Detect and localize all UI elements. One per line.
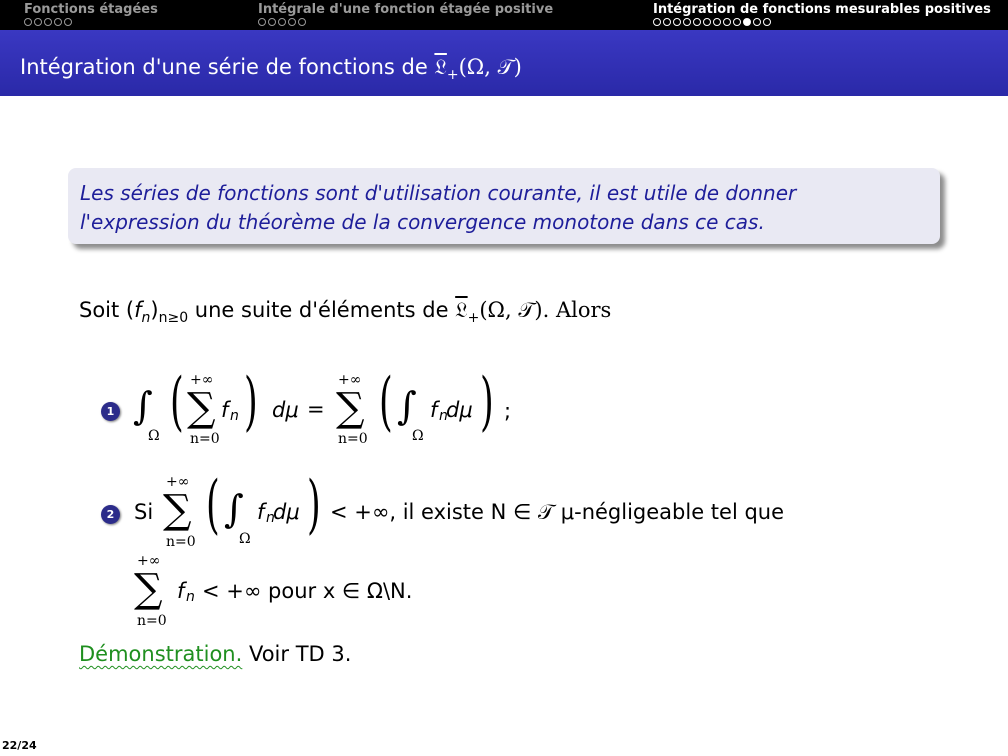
fn-f: f xyxy=(430,398,438,422)
intro-Lsub: + xyxy=(467,310,480,327)
nav-frame-dot[interactable] xyxy=(663,18,671,26)
nav-section-dots xyxy=(258,18,553,26)
sum-upper: +∞ xyxy=(166,474,190,490)
nav-frame-dot[interactable] xyxy=(44,18,52,26)
fn-f: f xyxy=(221,398,229,422)
item-number-1: 1 xyxy=(101,402,120,421)
integral-domain: Ω xyxy=(148,428,160,444)
equals-sign: = xyxy=(307,397,325,421)
section-navigation xyxy=(0,0,1008,30)
nav-section-title: Intégrale d'une fonction étagée positive xyxy=(258,2,554,17)
intro-mid: ) xyxy=(150,298,159,322)
sum-lower: n=0 xyxy=(137,613,167,629)
nav-section-integration-mesurables[interactable] xyxy=(653,2,991,26)
fn-n: n xyxy=(439,408,448,424)
sum-lower: n=0 xyxy=(190,431,220,447)
dmu: dμ xyxy=(273,500,300,524)
nav-frame-dot[interactable] xyxy=(753,18,761,26)
intro-L: 𝔏 xyxy=(455,298,468,322)
sum-sign: ∑ xyxy=(134,566,163,612)
frame-title-math-post: (Ω, 𝒯) xyxy=(458,55,522,79)
intro-post1: une suite d'éléments de xyxy=(188,298,456,322)
semicolon: ; xyxy=(504,399,512,423)
paren-right: ) xyxy=(307,468,321,542)
paren-right: ) xyxy=(480,365,494,439)
si-word: Si xyxy=(134,500,154,524)
dmu: dμ xyxy=(272,398,299,422)
integral-sign: ∫ xyxy=(397,384,417,428)
fn-n: n xyxy=(186,589,195,605)
integral-domain: Ω xyxy=(239,531,251,547)
nav-frame-dot[interactable] xyxy=(693,18,701,26)
nav-frame-dot[interactable] xyxy=(763,18,771,26)
intro-pre: Soit ( xyxy=(79,298,135,322)
frame-title-text: Intégration d'une série de fonctions de xyxy=(20,55,435,79)
remark-block xyxy=(68,168,940,244)
nav-section-dots xyxy=(653,18,991,26)
nav-frame-dot[interactable] xyxy=(713,18,721,26)
nav-section-fonctions-etagees[interactable] xyxy=(24,2,158,26)
intro-f: f xyxy=(134,298,142,322)
fn-f: f xyxy=(177,579,185,603)
page-number: 22/24 xyxy=(2,739,37,752)
demonstration-text: Voir TD 3. xyxy=(242,642,352,666)
nav-frame-dot[interactable] xyxy=(258,18,266,26)
paren-right: ) xyxy=(244,365,258,439)
intro-n: n xyxy=(141,310,151,327)
integral-sign: ∫ xyxy=(224,487,244,531)
sum-upper: +∞ xyxy=(190,372,214,388)
nav-frame-dot[interactable] xyxy=(733,18,741,26)
intro-sentence xyxy=(79,298,611,326)
nav-frame-dot[interactable] xyxy=(653,18,661,26)
remark-line-2: l'expression du théorème de la convergence monotone dans ce cas. xyxy=(80,210,765,234)
paren-left: ( xyxy=(206,468,220,542)
frame-title-math-sub: + xyxy=(446,67,459,84)
integral-domain: Ω xyxy=(412,428,424,444)
intro-cond: n≥0 xyxy=(158,310,189,327)
nav-section-integrale-etagee[interactable] xyxy=(258,2,553,26)
remark-line-1: Les séries de fonctions sont d'utilisation courante, il est utile de donner xyxy=(80,181,797,205)
demonstration-keyword: Démonstration. xyxy=(79,642,243,666)
nav-frame-dot[interactable] xyxy=(298,18,306,26)
nav-frame-dot[interactable] xyxy=(54,18,62,26)
frame-title-math-L: 𝔏 xyxy=(434,55,447,79)
nav-frame-dot[interactable] xyxy=(268,18,276,26)
sum-sign: ∑ xyxy=(163,487,192,533)
nav-section-title: Fonctions étagées xyxy=(24,2,158,17)
nav-frame-dot[interactable] xyxy=(673,18,681,26)
nav-frame-dot[interactable] xyxy=(703,18,711,26)
fn-n: n xyxy=(266,510,275,526)
nav-section-title: Intégration de fonctions mesurables positives xyxy=(653,2,991,17)
nav-frame-dot[interactable] xyxy=(64,18,72,26)
nav-frame-dot[interactable] xyxy=(288,18,296,26)
sum-upper: +∞ xyxy=(338,372,362,388)
paren-left: ( xyxy=(379,365,393,439)
intro-post2: (Ω, 𝒯). Alors xyxy=(479,298,612,322)
nav-frame-dot[interactable] xyxy=(723,18,731,26)
dmu: dμ xyxy=(446,398,473,422)
fn-f: f xyxy=(257,500,265,524)
nav-frame-dot[interactable] xyxy=(24,18,32,26)
nav-section-dots xyxy=(24,18,158,26)
condition-text: < +∞, il existe N ∈ 𝒯 μ-négligeable tel que xyxy=(330,500,785,524)
nav-frame-dot[interactable] xyxy=(278,18,286,26)
paren-left: ( xyxy=(170,365,184,439)
sum-upper: +∞ xyxy=(137,553,161,569)
nav-frame-dot[interactable] xyxy=(683,18,691,26)
fn-n: n xyxy=(230,408,239,424)
nav-frame-dot[interactable] xyxy=(34,18,42,26)
item-number-2: 2 xyxy=(101,505,120,524)
sum-lower: n=0 xyxy=(166,534,196,550)
remark-text xyxy=(80,179,930,237)
nav-frame-dot[interactable] xyxy=(743,18,751,26)
sum-sign: ∑ xyxy=(336,385,365,431)
frame-title xyxy=(20,55,522,83)
integral-sign: ∫ xyxy=(133,384,153,428)
frame-title-bar xyxy=(0,30,1008,96)
sum-lower: n=0 xyxy=(338,431,368,447)
sum-sign: ∑ xyxy=(187,385,216,431)
demonstration-line xyxy=(79,642,351,666)
conclusion-text: < +∞ pour x ∈ Ω\N. xyxy=(202,579,413,603)
